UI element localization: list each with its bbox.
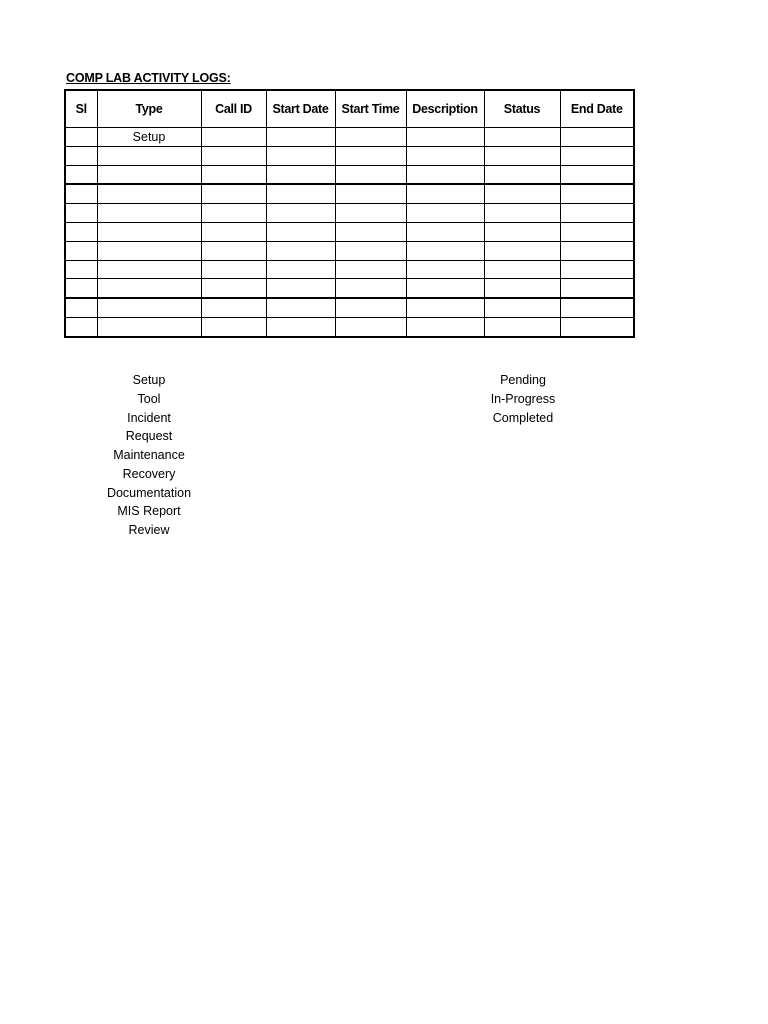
column-header-type: Type bbox=[97, 90, 201, 128]
cell-end-date[interactable] bbox=[560, 128, 634, 147]
cell-type[interactable] bbox=[97, 317, 201, 336]
cell-end-date[interactable] bbox=[560, 165, 634, 184]
document-title: COMP LAB ACTIVITY LOGS: bbox=[66, 71, 231, 85]
cell-call-id[interactable] bbox=[201, 165, 266, 184]
type-option: Review bbox=[128, 523, 170, 537]
cell-sl[interactable] bbox=[65, 317, 97, 336]
cell-sl[interactable] bbox=[65, 204, 97, 223]
status-option: Completed bbox=[492, 410, 554, 425]
cell-call-id[interactable] bbox=[201, 317, 266, 336]
cell-call-id[interactable] bbox=[201, 298, 266, 317]
cell-sl[interactable] bbox=[65, 165, 97, 184]
cell-start-time[interactable] bbox=[335, 260, 406, 279]
cell-type[interactable]: Setup bbox=[97, 128, 201, 147]
cell-description[interactable] bbox=[406, 260, 484, 279]
cell-start-date[interactable] bbox=[266, 128, 335, 147]
cell-description[interactable] bbox=[406, 279, 484, 298]
cell-type[interactable] bbox=[97, 165, 201, 184]
cell-start-time[interactable] bbox=[335, 204, 406, 223]
cell-end-date[interactable] bbox=[560, 279, 634, 298]
cell-type[interactable] bbox=[97, 204, 201, 223]
cell-start-date[interactable] bbox=[266, 204, 335, 223]
cell-start-date[interactable] bbox=[266, 279, 335, 298]
cell-description[interactable] bbox=[406, 165, 484, 184]
cell-start-time[interactable] bbox=[335, 165, 406, 184]
cell-start-time[interactable] bbox=[335, 222, 406, 241]
cell-call-id[interactable] bbox=[201, 146, 266, 165]
cell-end-date[interactable] bbox=[560, 204, 634, 223]
cell-type[interactable] bbox=[97, 184, 201, 203]
cell-call-id[interactable] bbox=[201, 241, 266, 260]
cell-start-time[interactable] bbox=[335, 317, 406, 336]
type-option: MIS Report bbox=[117, 504, 181, 519]
cell-end-date[interactable] bbox=[560, 317, 634, 336]
cell-start-date[interactable] bbox=[266, 298, 335, 317]
cell-end-date[interactable] bbox=[560, 260, 634, 279]
status-option: Pending bbox=[500, 373, 546, 387]
cell-start-date[interactable] bbox=[266, 317, 335, 336]
cell-end-date[interactable] bbox=[560, 222, 634, 241]
cell-sl[interactable] bbox=[65, 241, 97, 260]
cell-description[interactable] bbox=[406, 317, 484, 336]
cell-start-time[interactable] bbox=[335, 146, 406, 165]
table-row bbox=[65, 317, 634, 336]
cell-start-date[interactable] bbox=[266, 165, 335, 184]
table-row bbox=[65, 260, 634, 279]
cell-status[interactable] bbox=[484, 279, 560, 298]
cell-status[interactable] bbox=[484, 222, 560, 241]
type-option: Tool bbox=[137, 391, 161, 406]
cell-sl[interactable] bbox=[65, 146, 97, 165]
cell-call-id[interactable] bbox=[201, 222, 266, 241]
cell-description[interactable] bbox=[406, 146, 484, 165]
cell-status[interactable] bbox=[484, 298, 560, 317]
cell-status[interactable] bbox=[484, 317, 560, 336]
cell-description[interactable] bbox=[406, 184, 484, 203]
column-header-start-time: Start Time bbox=[335, 90, 406, 128]
cell-start-date[interactable] bbox=[266, 241, 335, 260]
table-row bbox=[65, 241, 634, 260]
status-options-list bbox=[472, 371, 574, 427]
cell-type[interactable] bbox=[97, 222, 201, 241]
cell-status[interactable] bbox=[484, 204, 560, 223]
cell-start-date[interactable] bbox=[266, 184, 335, 203]
cell-sl[interactable] bbox=[65, 298, 97, 317]
type-option: Incident bbox=[127, 410, 171, 425]
table-row bbox=[65, 165, 634, 184]
cell-start-time[interactable] bbox=[335, 128, 406, 147]
cell-status[interactable] bbox=[484, 128, 560, 147]
cell-status[interactable] bbox=[484, 165, 560, 184]
cell-status[interactable] bbox=[484, 184, 560, 203]
cell-end-date[interactable] bbox=[560, 241, 634, 260]
cell-start-time[interactable] bbox=[335, 241, 406, 260]
cell-end-date[interactable] bbox=[560, 146, 634, 165]
cell-start-time[interactable] bbox=[335, 184, 406, 203]
cell-sl[interactable] bbox=[65, 279, 97, 298]
column-header-end-date: End Date bbox=[560, 90, 634, 128]
cell-call-id[interactable] bbox=[201, 260, 266, 279]
cell-call-id[interactable] bbox=[201, 128, 266, 147]
table-row bbox=[65, 184, 634, 203]
cell-call-id[interactable] bbox=[201, 204, 266, 223]
activity-log-table bbox=[64, 89, 635, 338]
cell-call-id[interactable] bbox=[201, 184, 266, 203]
cell-start-date[interactable] bbox=[266, 222, 335, 241]
table-body bbox=[65, 128, 634, 337]
cell-type[interactable] bbox=[97, 260, 201, 279]
cell-description[interactable] bbox=[406, 241, 484, 260]
cell-type[interactable] bbox=[97, 146, 201, 165]
status-option: In-Progress bbox=[490, 391, 556, 406]
cell-sl[interactable] bbox=[65, 222, 97, 241]
cell-status[interactable] bbox=[484, 260, 560, 279]
type-option: Documentation bbox=[106, 485, 192, 500]
table-header-row bbox=[65, 90, 634, 128]
cell-sl[interactable] bbox=[65, 260, 97, 279]
cell-start-time[interactable] bbox=[335, 279, 406, 298]
column-header-start-date: Start Date bbox=[266, 90, 335, 128]
cell-sl[interactable] bbox=[65, 184, 97, 203]
column-header-description: Description bbox=[406, 90, 484, 128]
table-row bbox=[65, 146, 634, 165]
cell-description[interactable] bbox=[406, 204, 484, 223]
column-header-call-id: Call ID bbox=[201, 90, 266, 128]
table-row bbox=[65, 128, 634, 147]
type-option: Request bbox=[125, 429, 173, 444]
type-option: Maintenance bbox=[113, 448, 185, 462]
cell-start-time[interactable] bbox=[335, 298, 406, 317]
type-option: Recovery bbox=[122, 466, 176, 481]
table-row bbox=[65, 298, 634, 317]
column-header-status: Status bbox=[484, 90, 560, 128]
cell-description[interactable] bbox=[406, 222, 484, 241]
cell-status[interactable] bbox=[484, 241, 560, 260]
cell-end-date[interactable] bbox=[560, 298, 634, 317]
cell-status[interactable] bbox=[484, 146, 560, 165]
table-row bbox=[65, 222, 634, 241]
cell-start-date[interactable] bbox=[266, 146, 335, 165]
type-option: Setup bbox=[132, 373, 166, 387]
cell-type[interactable] bbox=[97, 298, 201, 317]
cell-description[interactable] bbox=[406, 298, 484, 317]
cell-sl[interactable] bbox=[65, 128, 97, 147]
type-options-list bbox=[98, 371, 200, 540]
cell-type[interactable] bbox=[97, 279, 201, 298]
cell-type[interactable] bbox=[97, 241, 201, 260]
table-row bbox=[65, 279, 634, 298]
cell-call-id[interactable] bbox=[201, 279, 266, 298]
cell-end-date[interactable] bbox=[560, 184, 634, 203]
cell-start-date[interactable] bbox=[266, 260, 335, 279]
column-header-sl: Sl bbox=[65, 90, 97, 128]
table-row bbox=[65, 204, 634, 223]
cell-description[interactable] bbox=[406, 128, 484, 147]
